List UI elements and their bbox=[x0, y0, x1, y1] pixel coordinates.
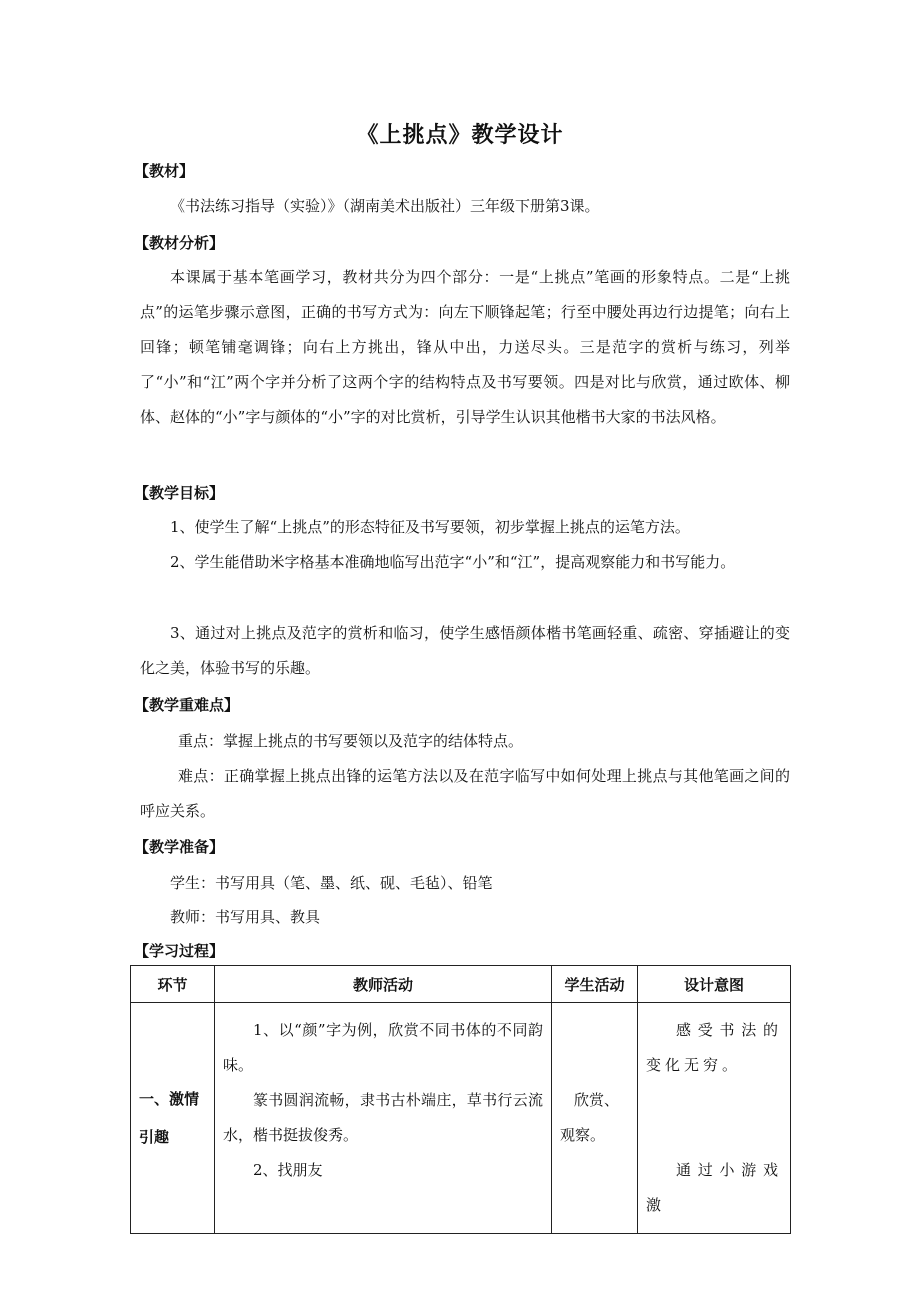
prep-student-text: 学生：书写用具（笔、墨、纸、砚、毛毡）、铅笔 bbox=[170, 874, 493, 892]
prep-teacher-text: 教师：书写用具、教具 bbox=[170, 908, 321, 926]
design-intent-cell bbox=[638, 1003, 791, 1234]
header-student-activity: 学生活动 bbox=[552, 966, 638, 1003]
header-design-intent: 设计意图 bbox=[638, 966, 791, 1003]
goal-item-2: 2、学生能借助米字格基本准确地临写出范字“小”和“江”，提高观察能力和书写能力。 bbox=[170, 553, 736, 571]
teacher-activity-line-2: 篆书圆润流畅，隶书古朴端庄，草书行云流水，楷书挺拔俊秀。 bbox=[223, 1091, 543, 1144]
teacher-activity-line-1: 1、以“颜”字为例，欣赏不同书体的不同韵味。 bbox=[223, 1021, 543, 1074]
analysis-text: 本课属于基本笔画学习，教材共分为四个部分：一是“上挑点”笔画的形象特点。二是“上挑点”的运笔步骤示意图，正确的书写方式为：向左下顺锋起笔；行至中腰处再边行边提笔；向右上回锋；顿笔铺毫调锋；向右上方挑出，锋从中出，力送尽头。三是范字的赏析与练习，列举了“小”和“江”两个字并分析了这两个字的结构特点及书写要领。四是对比与欣赏，通过欧体、柳体、赵体的“小”字与颜体的“小”字的对比赏析，引导学生认识其他楷书大家的书法风格。 bbox=[140, 268, 790, 426]
student-activity-text: 欣赏、观察。 bbox=[560, 1091, 620, 1144]
section-heading-process: 【学习过程】 bbox=[134, 942, 225, 960]
section-heading-analysis: 【教材分析】 bbox=[134, 234, 225, 252]
student-activity-cell bbox=[552, 1003, 638, 1234]
design-intent-text-1: 感受书法的变化无穷。 bbox=[646, 1021, 782, 1074]
material-text: 《书法练习指导（实验）》（湖南美术出版社）三年级下册第3课。 bbox=[170, 197, 600, 215]
stage-cell: 一、激情引趣 bbox=[131, 1003, 215, 1234]
page-title: 《上挑点》教学设计 bbox=[356, 123, 564, 148]
design-intent-text-2: 通过小游戏激 bbox=[646, 1161, 782, 1214]
teacher-activity-cell bbox=[215, 1003, 552, 1234]
table-row bbox=[131, 1003, 791, 1234]
table-header-row bbox=[131, 966, 791, 1003]
header-stage: 环节 bbox=[131, 966, 215, 1003]
section-heading-material: 【教材】 bbox=[134, 162, 195, 180]
process-table bbox=[130, 965, 791, 1234]
teacher-activity-line-3: 2、找朋友 bbox=[253, 1161, 323, 1179]
goal-item-1: 1、使学生了解“上挑点”的形态特征及书写要领，初步掌握上挑点的运笔方法。 bbox=[170, 518, 690, 536]
goal-item-3: 3、通过对上挑点及范字的赏析和临习，使学生感悟颜体楷书笔画轻重、疏密、穿插避让的变化之美，体验书写的乐趣。 bbox=[140, 624, 790, 677]
section-heading-goals: 【教学目标】 bbox=[134, 484, 225, 502]
key-point-text: 重点：掌握上挑点的书写要领以及范字的结体特点。 bbox=[178, 732, 524, 750]
section-heading-prep: 【教学准备】 bbox=[134, 838, 225, 856]
section-heading-keypoints: 【教学重难点】 bbox=[134, 696, 240, 714]
difficulty-text: 难点：正确掌握上挑点出锋的运笔方法以及在范字临写中如何处理上挑点与其他笔画之间的呼应关系。 bbox=[140, 767, 790, 820]
header-teacher-activity: 教师活动 bbox=[215, 966, 552, 1003]
